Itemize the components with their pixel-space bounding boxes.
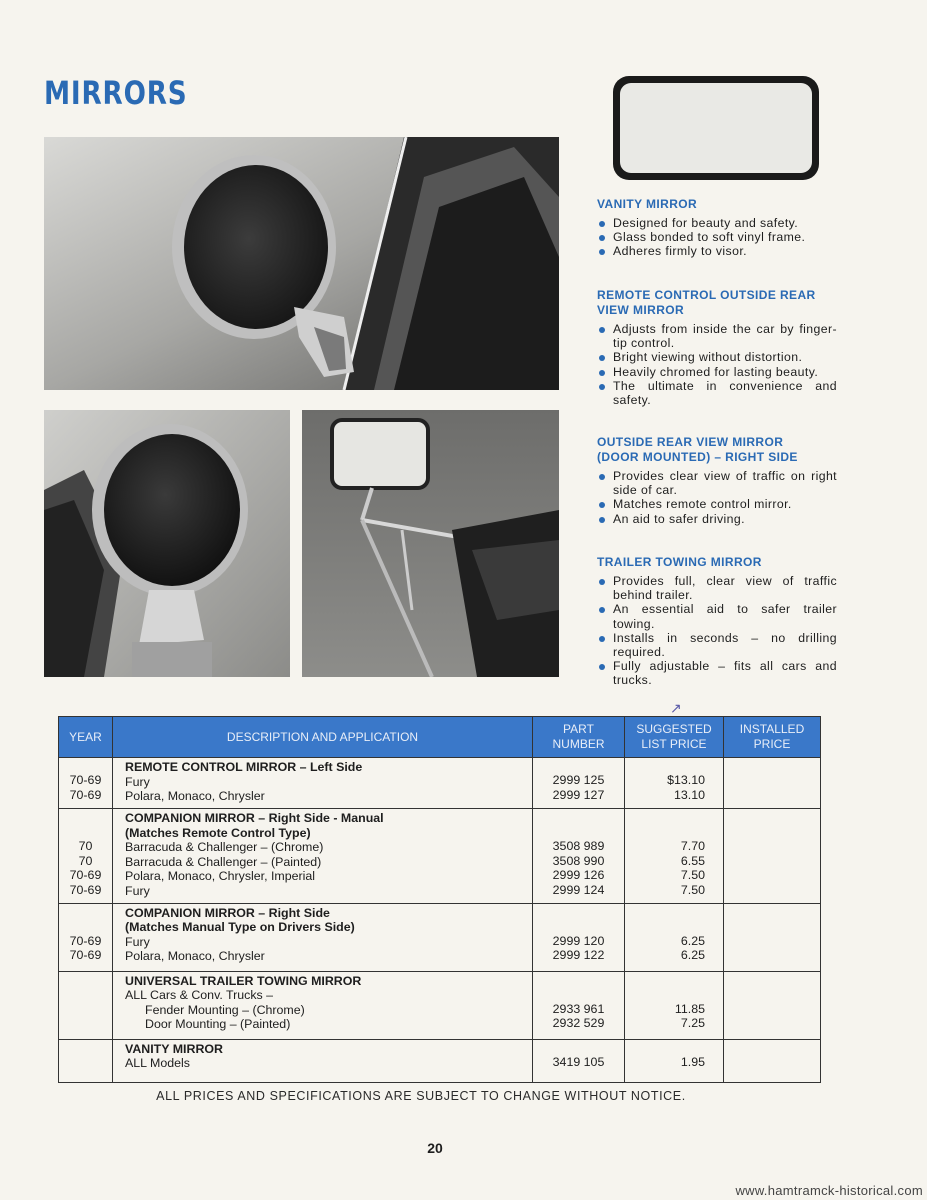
column-header-year: YEAR [59,717,113,758]
part-number-cell: 3419 105 [533,1039,625,1082]
feature-section-remote-control-mirror [597,288,837,407]
trailer-towing-mirror-photo [302,410,559,677]
feature-bullet: Provides clear view of traffic on right side of car. [597,469,837,497]
feature-bullet: Bright viewing without distortion. [597,350,837,364]
list-price-cell: 11.85 7.25 [625,971,724,1039]
description-cell: REMOTE CONTROL MIRROR – Left Side Fury Polara, Monaco, Chrysler [113,758,533,809]
feature-bullet: Fully adjustable – fits all cars and trucks. [597,659,837,687]
table-row [59,903,821,971]
description-cell: VANITY MIRROR ALL Models [113,1039,533,1082]
column-header-list-price: SUGGESTED LIST PRICE [625,717,724,758]
installed-price-cell [724,809,821,904]
feature-bullet: The ultimate in convenience and safety. [597,379,837,407]
table-row [59,1039,821,1082]
feature-bullet: An aid to safer driving. [597,512,837,526]
feature-bullet: Designed for beauty and safety. [597,216,837,230]
feature-section-vanity-mirror [597,197,837,259]
table-row [59,971,821,1039]
page-number: 20 [427,1140,443,1156]
installed-price-cell [724,903,821,971]
year-cell [59,971,113,1039]
installed-price-cell [724,1039,821,1082]
list-price-cell: 7.70 6.55 7.50 7.50 [625,809,724,904]
section-heading: VANITY MIRROR [597,197,698,211]
installed-price-cell [724,758,821,809]
table-row [59,758,821,809]
list-price-cell: 6.25 6.25 [625,903,724,971]
part-number-cell: 3508 989 3508 990 2999 126 2999 124 [533,809,625,904]
list-price-cell: $13.10 13.10 [625,758,724,809]
year-cell [59,1039,113,1082]
column-header-installed-price: INSTALLED PRICE [724,717,821,758]
part-number-cell: 2933 961 2932 529 [533,971,625,1039]
column-header-description: DESCRIPTION AND APPLICATION [113,717,533,758]
column-header-part-number: PART NUMBER [533,717,625,758]
feature-bullet: Adheres firmly to visor. [597,244,837,258]
group-heading: REMOTE CONTROL MIRROR – Left Side [125,760,363,774]
section-heading: TRAILER TOWING MIRROR [597,555,762,569]
part-number-cell: 2999 125 2999 127 [533,758,625,809]
round-mirror-photo [44,410,290,677]
table-header-row [59,717,821,758]
feature-bullet: Matches remote control mirror. [597,497,837,511]
feature-bullet: Adjusts from inside the car by finger-tip control. [597,322,837,350]
watermark: www.hamtramck-historical.com [735,1183,923,1198]
feature-bullet: An essential aid to safer trailer towing. [597,602,837,630]
part-number-cell: 2999 120 2999 122 [533,903,625,971]
group-heading: COMPANION MIRROR – Right Side (Matches Manual Type on Drivers Side) [125,905,355,935]
page-title: MIRRORS [44,74,188,112]
feature-bullet: Installs in seconds – no drilling required. [597,631,837,659]
feature-bullet: Glass bonded to soft vinyl frame. [597,230,837,244]
section-heading: OUTSIDE REAR VIEW MIRROR (DOOR MOUNTED) – RIGHT SIDE [597,435,798,464]
group-heading: VANITY MIRROR [125,1041,223,1056]
feature-bullet: Provides full, clear view of traffic behind trailer. [597,574,837,602]
installed-price-cell [724,971,821,1039]
parts-price-table [58,716,821,1083]
remote-control-mirror-photo [44,137,559,390]
year-cell: 70-69 70-69 [59,758,113,809]
section-heading: REMOTE CONTROL OUTSIDE REAR VIEW MIRROR [597,288,816,317]
feature-section-door-mounted-mirror [597,435,837,526]
year-cell: 70-69 70-69 [59,903,113,971]
pencil-check-mark: ↗ [670,700,682,716]
feature-bullet: Heavily chromed for lasting beauty. [597,365,837,379]
year-cell: 70 70 70-69 70-69 [59,809,113,904]
group-heading: COMPANION MIRROR – Right Side - Manual (Matches Remote Control Type) [125,811,384,840]
description-cell: UNIVERSAL TRAILER TOWING MIRROR ALL Cars & Conv. Trucks – Fender Mounting – (Chrome) Door Mounting – (Painted) [113,971,533,1039]
price-notice: ALL PRICES AND SPECIFICATIONS ARE SUBJECT TO CHANGE WITHOUT NOTICE. [156,1089,686,1103]
table-row [59,809,821,904]
group-heading: UNIVERSAL TRAILER TOWING MIRROR [125,973,362,988]
feature-section-trailer-towing-mirror [597,555,837,688]
description-cell: COMPANION MIRROR – Right Side - Manual (Matches Remote Control Type) Barracuda & Challenger – (Chrome) Barracuda & Challenger – (Painted) Polara, Monaco, Chrysler, Imperial Fury [113,809,533,904]
vanity-mirror-illustration [611,74,821,182]
list-price-cell: 1.95 [625,1039,724,1082]
description-cell: COMPANION MIRROR – Right Side (Matches Manual Type on Drivers Side) Fury Polara, Monaco, Chrysler [113,903,533,971]
